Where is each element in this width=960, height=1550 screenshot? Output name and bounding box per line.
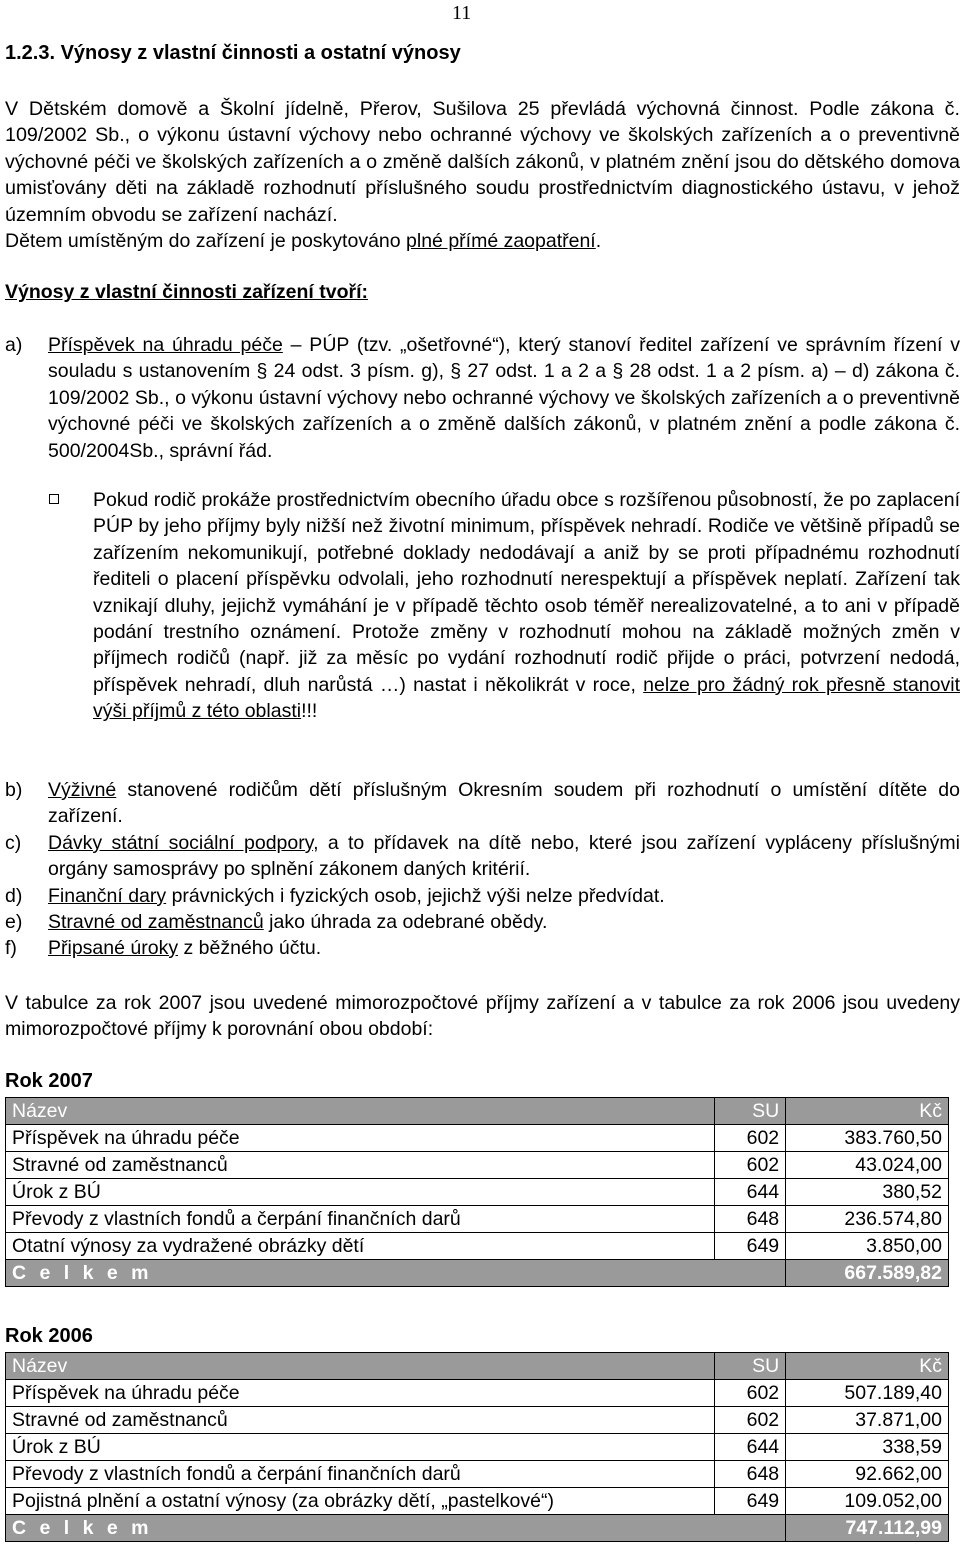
year-2007-label: Rok 2007 bbox=[5, 1070, 93, 1092]
header-kc: Kč bbox=[786, 1353, 949, 1380]
header-name: Název bbox=[6, 1353, 715, 1380]
header-kc: Kč bbox=[786, 1098, 949, 1125]
cell-name: Převody z vlastních fondů a čerpání finančních darů bbox=[6, 1206, 715, 1233]
list-text: – PÚP (tzv. „ošetřovné“), který stanoví ředitel zařízení ve správním řízení v souladu s ustanovením § 24 odst. 3 písm. g), § 27 odst. 1 a 2 a § 28 odst. 1 a 2 písm. a) – d) zákona č. 109/2002 Sb., o výkonu ústavní výchovy nebo ochranné výchovy ve školských zařízeních a o preventivně výchovné péči ve školských zařízeních a o změně dalších zákonů, v platném znění a podle zákona č. 500/2004Sb., správní řád. bbox=[48, 334, 960, 462]
list-term: Výživné bbox=[48, 779, 117, 801]
list-text: z běžného účtu. bbox=[178, 937, 322, 959]
cell-su: 602 bbox=[715, 1407, 786, 1434]
list-text: jako úhrada za odebrané obědy. bbox=[263, 911, 548, 933]
table-row bbox=[6, 1152, 949, 1179]
table-row bbox=[6, 1434, 949, 1461]
cell-su: 644 bbox=[715, 1179, 786, 1206]
list-marker: b) bbox=[5, 779, 23, 801]
year-2006-label: Rok 2006 bbox=[5, 1325, 93, 1347]
list-term: Finanční dary bbox=[48, 885, 167, 907]
cell-kc: 92.662,00 bbox=[786, 1461, 949, 1488]
cell-name: Úrok z BÚ bbox=[6, 1434, 715, 1461]
intro-paragraph bbox=[5, 96, 960, 254]
cell-kc: 37.871,00 bbox=[786, 1407, 949, 1434]
list-term: Připsané úroky bbox=[48, 937, 179, 959]
total-label: C e l k e m bbox=[6, 1515, 786, 1542]
table-row bbox=[6, 1380, 949, 1407]
table-header-row bbox=[6, 1098, 949, 1125]
table-total-row bbox=[6, 1260, 949, 1287]
total-value: 747.112,99 bbox=[786, 1515, 949, 1542]
table-row bbox=[6, 1488, 949, 1515]
cell-su: 648 bbox=[715, 1206, 786, 1233]
intro-text-second: Dětem umístěným do zařízení je poskytováno bbox=[5, 230, 407, 253]
cell-name: Stravné od zaměstnanců bbox=[6, 1152, 715, 1179]
list-text: stanovené rodičům dětí příslušným Okresním soudem při rozhodnutí o umístění dítěte do zařízení. bbox=[48, 779, 960, 828]
cell-su: 649 bbox=[715, 1488, 786, 1515]
table-row bbox=[6, 1125, 949, 1152]
list-marker: e) bbox=[5, 911, 23, 933]
cell-name: Stravné od zaměstnanců bbox=[6, 1407, 715, 1434]
header-su: SU bbox=[715, 1353, 786, 1380]
cell-kc: 109.052,00 bbox=[786, 1488, 949, 1515]
cell-name: Otatní výnosy za vydražené obrázky dětí bbox=[6, 1233, 715, 1260]
comparison-paragraph: V tabulce za rok 2007 jsou uvedené mimorozpočtové příjmy zařízení a v tabulce za rok 2006 jsou uvedeny mimorozpočtové příjmy k porovnání obou období: bbox=[5, 992, 960, 1041]
table-row bbox=[6, 1461, 949, 1488]
cell-kc: 3.850,00 bbox=[786, 1233, 949, 1260]
cell-name: Příspěvek na úhradu péče bbox=[6, 1380, 715, 1407]
list-text: , a to přídavek na dítě nebo, které jsou zařízení vypláceny příslušnými orgány samosprávy po splnění zákonem daných kritérií. bbox=[48, 832, 960, 881]
income-table-2007 bbox=[5, 1097, 949, 1287]
table-header-row bbox=[6, 1353, 949, 1380]
bullet-text: Pokud rodič prokáže prostřednictvím obecního úřadu obce s rozšířenou působností, že po zaplacení PÚP by jeho příjmy byly nižší než životní minimum, příspěvek nehradí. Rodiče ve většině případů se zařízením nekomunikují, potřebné doklady nedodávají a aniž by se proti případnému rozhodnutí řediteli o placení příspěvku odvolali, jeho rozhodnutí nerespektují a příspěvek neplatí. Zařízení tak vznikají dluhy, jejichž vymáhání je v případě těchto osob téměř nerealizovatelné, a to ani v případě podání trestního oznámení. Protože změny v rozhodnutí mohou na základě možných změn v příjmech rodičů (např. již za měsíc po vydání rozhodnutí rodič přijde o práci, potvrzení nedodá, příspěvek nehradí, dluh narůstá …) nastat i několikrát v roce, bbox=[93, 489, 960, 696]
header-su: SU bbox=[715, 1098, 786, 1125]
intro-text: V Dětském domově a Školní jídelně, Přerov, Sušilova 25 převládá výchovná činnost. Podle zákona č. 109/2002 Sb., o výkonu ústavní výchovy nebo ochranné výchovy ve školských zařízeních a o preventivně výchovné péči ve školských zařízeních a o změně dalších zákonů, v platném znění jsou do dětského domova umisťovány děti na základě rozhodnutí příslušného soudu prostřednictvím diagnostického ústavu, v jehož územním obvodu se zařízení nachází. bbox=[5, 98, 960, 226]
list-term: Příspěvek na úhradu péče bbox=[48, 334, 283, 356]
cell-kc: 43.024,00 bbox=[786, 1152, 949, 1179]
cell-kc: 236.574,80 bbox=[786, 1206, 949, 1233]
income-heading: Výnosy z vlastní činnosti zařízení tvoří: bbox=[5, 281, 369, 303]
cell-su: 649 bbox=[715, 1233, 786, 1260]
page-number: 11 bbox=[452, 2, 472, 24]
list-text: právnických i fyzických osob, jejichž výši nelze předvídat. bbox=[166, 885, 665, 907]
list-marker: a) bbox=[5, 334, 23, 356]
list-term: Dávky státní sociální podpory bbox=[48, 832, 314, 854]
cell-kc: 338,59 bbox=[786, 1434, 949, 1461]
cell-su: 602 bbox=[715, 1152, 786, 1179]
list-term: Stravné od zaměstnanců bbox=[48, 911, 264, 933]
list-marker: c) bbox=[5, 832, 22, 854]
cell-su: 602 bbox=[715, 1125, 786, 1152]
cell-name: Příspěvek na úhradu péče bbox=[6, 1125, 715, 1152]
header-name: Název bbox=[6, 1098, 715, 1125]
cell-name: Pojistná plnění a ostatní výnosy (za obrázky dětí, „pastelkové“) bbox=[6, 1488, 715, 1515]
bullet-end: !!! bbox=[301, 700, 318, 723]
cell-kc: 383.760,50 bbox=[786, 1125, 949, 1152]
cell-su: 648 bbox=[715, 1461, 786, 1488]
cell-name: Převody z vlastních fondů a čerpání finančních darů bbox=[6, 1461, 715, 1488]
cell-su: 602 bbox=[715, 1380, 786, 1407]
total-value: 667.589,82 bbox=[786, 1260, 949, 1287]
income-table-2006 bbox=[5, 1352, 949, 1542]
list-marker: f) bbox=[5, 937, 17, 959]
cell-name: Úrok z BÚ bbox=[6, 1179, 715, 1206]
table-row bbox=[6, 1206, 949, 1233]
table-row bbox=[6, 1407, 949, 1434]
total-label: C e l k e m bbox=[6, 1260, 786, 1287]
bullet-emphasis: nelze pro žádný rok přesně stanovit výši příjmů z této oblasti bbox=[93, 673, 960, 723]
table-row bbox=[6, 1179, 949, 1206]
full-care-term: plné přímé zaopatření bbox=[406, 230, 596, 253]
cell-kc: 507.189,40 bbox=[786, 1380, 949, 1407]
table-row bbox=[6, 1233, 949, 1260]
table-total-row bbox=[6, 1515, 949, 1542]
cell-kc: 380,52 bbox=[786, 1179, 949, 1206]
intro-text-end: . bbox=[595, 230, 602, 253]
list-marker: d) bbox=[5, 885, 23, 907]
checkbox-bullet-icon bbox=[49, 494, 59, 504]
section-heading: 1.2.3. Výnosy z vlastní činnosti a ostatní výnosy bbox=[5, 42, 461, 64]
cell-su: 644 bbox=[715, 1434, 786, 1461]
